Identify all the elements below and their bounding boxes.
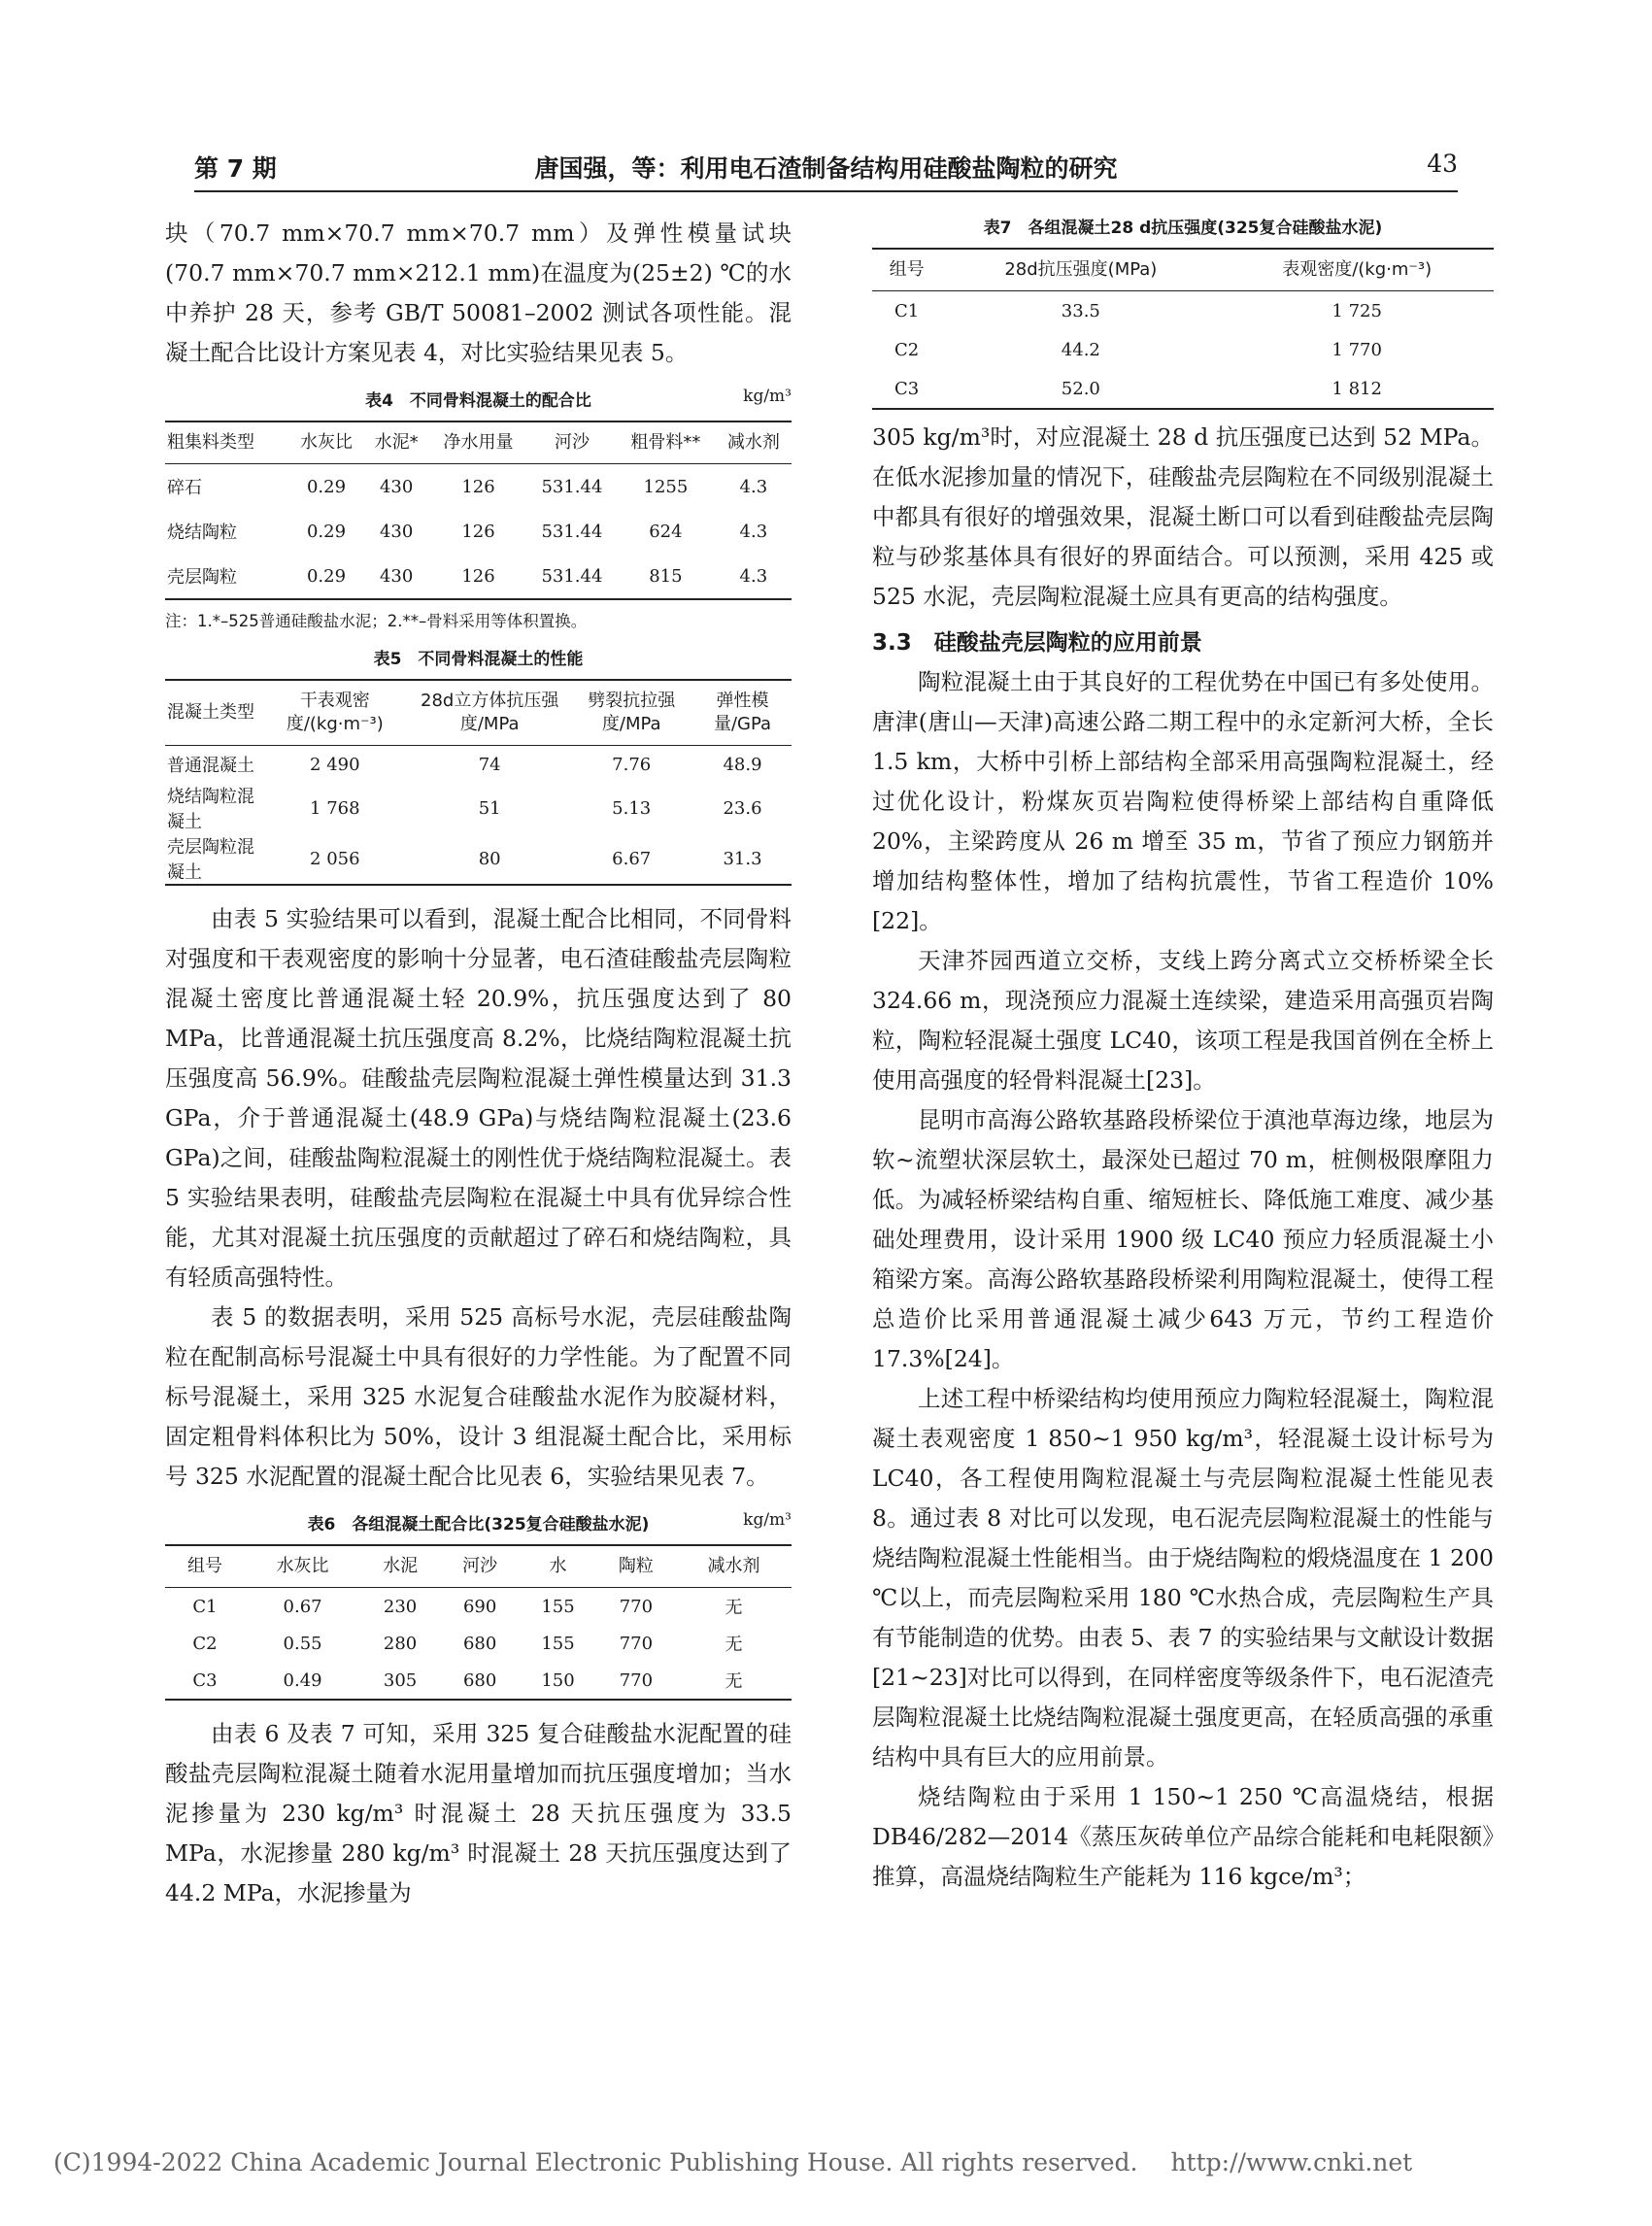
table-cell: 无 bbox=[725, 1671, 743, 1692]
table-header-cell: 组号 bbox=[187, 1556, 223, 1576]
table-cell: 无 bbox=[725, 1598, 743, 1618]
copyright-text: (C)1994-2022 China Academic Journal Electronic Publishing House. All rights reserved. bbox=[53, 2148, 1138, 2176]
table-cell: 680 bbox=[462, 1670, 497, 1691]
table4-caption bbox=[165, 387, 792, 411]
table-cell: 531.44 bbox=[541, 521, 603, 542]
left-column bbox=[165, 214, 792, 1913]
table-cell: 155 bbox=[541, 1596, 575, 1617]
table-row bbox=[872, 291, 1494, 331]
table-cell: 壳层陶粒混凝土 bbox=[167, 837, 254, 883]
table-cell: 48.9 bbox=[723, 754, 762, 775]
table-row bbox=[165, 464, 792, 510]
table-cell: C1 bbox=[894, 300, 920, 321]
table-cell: 4.3 bbox=[739, 476, 768, 497]
table-header-cell: 净水用量 bbox=[443, 432, 514, 453]
table-cell: 5.13 bbox=[612, 797, 652, 819]
table-cell: 无 bbox=[725, 1635, 743, 1655]
table-cell: 2 056 bbox=[310, 848, 360, 869]
paragraph-intro: 块（70.7 mm×70.7 mm×70.7 mm）及弹性模量试块(70.7 mm×70.7 mm×212.1 mm)在温度为(25±2) ℃的水中养护 28 天，参考 GB/T 50081–2002 测试各项性能。混凝土配合比设计方案见表 4，对比实验结果见表 5。 bbox=[165, 219, 792, 366]
table-cell: 305 bbox=[383, 1670, 418, 1691]
table-header-cell: 水泥 bbox=[383, 1556, 419, 1576]
table-cell: 普通混凝土 bbox=[167, 756, 254, 776]
paragraph-tangjin-bridge: 陶粒混凝土由于其良好的工程优势在中国已有多处使用。唐津(唐山—天津)高速公路二期工程中的永定新河大桥，全长 1.5 km，大桥中引桥上部结构全部采用高强陶粒混凝土，经过优化设计，粉煤灰页岩陶粒使得桥梁上部结构自重降低 20%，主梁跨度从 26 m 增至 35 m，节省了预应力钢筋并增加结构整体性，增加了结构抗震性，节省工程造价 10%[22]。 bbox=[872, 668, 1494, 934]
table6-unit: kg/m³ bbox=[743, 1510, 792, 1530]
table-header-cell: 水 bbox=[549, 1556, 567, 1576]
table-row bbox=[165, 1588, 792, 1626]
section-heading: 3.3 硅酸盐壳层陶粒的应用前景 bbox=[872, 630, 1202, 656]
right-column bbox=[872, 214, 1494, 1897]
table-row bbox=[165, 1625, 792, 1662]
table-cell: 1 812 bbox=[1332, 378, 1382, 399]
table-cell: 33.5 bbox=[1061, 300, 1100, 321]
table-cell: 680 bbox=[462, 1633, 497, 1654]
table-cell: 531.44 bbox=[541, 565, 603, 587]
paragraph-kunming-bridge: 昆明市高海公路软基路段桥梁位于滇池草海边缘，地层为软~流塑状深层软土，最深处已超过 70 m，桩侧极限摩阻力低。为减轻桥梁结构自重、缩短桩长、降低施工难度、减少基础处理费用，设计采用 1900 级 LC40 预应力轻质混凝土小箱梁方案。高海公路软基路段桥梁利用陶粒混凝土，使得工程总造价比采用普通混凝土减少643 万元，节约工程造价17.3%[24]。 bbox=[872, 1106, 1494, 1372]
table4-unit: kg/m³ bbox=[743, 387, 792, 406]
table7-title: 表7 各组混凝土28 d抗压强度(325复合硅酸盐水泥) bbox=[983, 219, 1383, 238]
table-cell: C1 bbox=[192, 1596, 218, 1617]
paragraph-table5-analysis: 表 5 的数据表明，采用 525 高标号水泥，壳层硅酸盐陶粒在配制高标号混凝土中具有很好的力学性能。为了配置不同标号混凝土，采用 325 水泥复合硅酸盐水泥作为胶凝材料，固定粗骨料体积比为 50%，设计 3 组混凝土配合比，采用标号 325 水泥配置的混凝土配合比见表 6，实验结果见表 7。 bbox=[165, 1303, 792, 1490]
table-cell: 44.2 bbox=[1061, 339, 1100, 360]
table4 bbox=[165, 421, 792, 600]
table7 bbox=[872, 248, 1494, 410]
table-header-cell: 陶粒 bbox=[618, 1556, 654, 1576]
table-cell: 430 bbox=[379, 476, 414, 497]
table6 bbox=[165, 1544, 792, 1701]
table-cell: 770 bbox=[619, 1596, 654, 1617]
table-header-cell: 混凝土类型 bbox=[167, 702, 254, 723]
table-header-row bbox=[872, 249, 1494, 291]
table-cell: 2 490 bbox=[310, 754, 360, 775]
table-cell: 230 bbox=[383, 1596, 418, 1617]
table-header-cell: 减水剂 bbox=[726, 432, 780, 453]
table-cell: C2 bbox=[894, 339, 920, 360]
table-cell: C2 bbox=[192, 1633, 218, 1654]
table-header-cell: 28d抗压强度(MPa) bbox=[1004, 259, 1158, 280]
table-header-row bbox=[165, 1545, 792, 1588]
table-header-cell: 劈裂抗拉强度/MPa bbox=[588, 691, 676, 734]
table5-caption bbox=[165, 645, 792, 669]
table-row bbox=[165, 833, 792, 885]
table-cell: 1 770 bbox=[1332, 339, 1382, 360]
page-header bbox=[194, 146, 1458, 192]
table-cell: 150 bbox=[541, 1670, 575, 1691]
table-row bbox=[872, 369, 1494, 409]
table-header-cell: 表观密度/(kg·m⁻³) bbox=[1282, 259, 1433, 280]
table-header-cell: 水灰比 bbox=[299, 432, 353, 453]
table-cell: 126 bbox=[461, 565, 495, 587]
table5-title: 表5 不同骨料混凝土的性能 bbox=[373, 650, 584, 669]
paragraph-energy: 烧结陶粒由于采用 1 150~1 250 ℃高温烧结，根据 DB46/282—2014《蒸压灰砖单位产品综合能耗和电耗限额》推算，高温烧结陶粒生产能耗为 116 kgce/m³； bbox=[872, 1783, 1494, 1890]
footer-url-link[interactable]: http://www.cnki.net bbox=[1170, 2148, 1413, 2176]
paragraph-tianjin-bridge: 天津芥园西道立交桥，支线上跨分离式立交桥桥梁全长 324.66 m，现浇预应力混凝土连续梁，建造采用高强页岩陶粒，陶粒轻混凝土强度 LC40，该项工程是我国首例在全桥上使用高强度的轻骨料混凝土[23]。 bbox=[872, 947, 1494, 1094]
table-cell: 31.3 bbox=[723, 848, 762, 869]
table-cell: 126 bbox=[461, 521, 495, 542]
table-cell: 0.29 bbox=[306, 565, 347, 587]
table-header-cell: 弹性模量/GPa bbox=[713, 691, 772, 734]
table-cell: 0.49 bbox=[283, 1670, 322, 1691]
paragraph-result5: 由表 5 实验结果可以看到，混凝土配合比相同，不同骨料对强度和干表观密度的影响十分显著，电石渣硅酸盐壳层陶粒混凝土密度比普通混凝土轻 20.9%，抗压强度达到了 80 MPa，比普通混凝土抗压强度高 8.2%，比烧结陶粒混凝土抗压强度高 56.9%。硅酸盐壳层陶粒混凝土弹性模量达到 31.3 GPa，介于普通混凝土(48.9 GPa)与烧结陶粒混凝土(23.6 GPa)之间，硅酸盐陶粒混凝土的刚性优于烧结陶粒混凝土。表 5 实验结果表明，硅酸盐壳层陶粒在混凝土中具有优异综合性能，尤其对混凝土抗压强度的贡献超过了碎石和烧结陶粒，具有轻质高强特性。 bbox=[165, 905, 792, 1291]
paragraph-continued: 305 kg/m³时，对应混凝土 28 d 抗压强度已达到 52 MPa。在低水泥掺加量的情况下，硅酸盐壳层陶粒在不同级别混凝土中都具有很好的增强效果，混凝土断口可以看到硅酸盐壳层陶粒与砂浆基体具有很好的界面结合。可以预测，采用 425 或 525 水泥，壳层陶粒混凝土应具有更高的结构强度。 bbox=[872, 423, 1494, 610]
paragraph-comparison: 上述工程中桥梁结构均使用预应力陶粒轻混凝土，陶粒混凝土表观密度 1 850~1 950 kg/m³，轻混凝土设计标号为 LC40，各工程使用陶粒混凝土与壳层陶粒混凝土性能见表 8。通过表 8 对比可以发现，电石泥壳层陶粒混凝土的性能与烧结陶粒混凝土性能相当。由于烧结陶粒的煅烧温度在 1 200 ℃以上，而壳层陶粒采用 180 ℃水热合成，壳层陶粒生产具有节能制造的优势。由表 5、表 7 的实验结果与文献设计数据[21~23]对比可以得到，在同样密度等级条件下，电石泥渣壳层陶粒混凝土比烧结陶粒混凝土强度更高，在轻质高强的承重结构中具有巨大的应用前景。 bbox=[872, 1385, 1494, 1771]
table-cell: 0.29 bbox=[306, 521, 347, 542]
table-header-row bbox=[165, 680, 792, 746]
table-cell: 690 bbox=[462, 1596, 497, 1617]
issue-number: 第 7 期 bbox=[194, 154, 277, 183]
table-cell: 0.55 bbox=[283, 1633, 322, 1654]
table-header-cell: 河沙 bbox=[554, 432, 590, 453]
table-cell: 80 bbox=[478, 848, 501, 869]
table-cell: 51 bbox=[478, 797, 501, 819]
table-cell: 23.6 bbox=[723, 797, 762, 819]
table-header-cell: 水泥* bbox=[374, 432, 419, 453]
paragraph-table67: 由表 6 及表 7 可知，采用 325 复合硅酸盐水泥配置的硅酸盐壳层陶粒混凝土随着水泥用量增加而抗压强度增加；当水泥掺量为 230 kg/m³ 时混凝土 28 天抗压强度为 33.5 MPa，水泥掺量 280 kg/m³ 时混凝土 28 天抗压强度达到了 44.2 MPa，水泥掺量为 bbox=[165, 1720, 792, 1906]
table6-title: 表6 各组混凝土配合比(325复合硅酸盐水泥) bbox=[307, 1515, 650, 1535]
table-cell: C3 bbox=[894, 378, 920, 399]
table-cell: 430 bbox=[379, 521, 414, 542]
table-cell: 126 bbox=[461, 476, 495, 497]
table-cell: 壳层陶粒 bbox=[167, 567, 237, 588]
table-cell: 430 bbox=[379, 565, 414, 587]
table-cell: 280 bbox=[383, 1633, 418, 1654]
table-cell: 1 725 bbox=[1332, 300, 1382, 321]
table-cell: C3 bbox=[192, 1670, 218, 1691]
table-cell: 0.67 bbox=[283, 1596, 322, 1617]
table-header-row bbox=[165, 422, 792, 464]
table5 bbox=[165, 679, 792, 886]
table-cell: 624 bbox=[649, 521, 683, 542]
table-header-cell: 河沙 bbox=[462, 1556, 498, 1576]
table-cell: 7.76 bbox=[612, 754, 652, 775]
copyright-footer bbox=[53, 2148, 1412, 2176]
table-cell: 155 bbox=[541, 1633, 575, 1654]
table-cell: 烧结陶粒混凝土 bbox=[167, 787, 254, 832]
table-cell: 0.29 bbox=[306, 476, 347, 497]
table-cell: 6.67 bbox=[612, 848, 652, 869]
table-cell: 烧结陶粒 bbox=[167, 523, 237, 543]
table-cell: 4.3 bbox=[739, 565, 768, 587]
table-cell: 1255 bbox=[643, 476, 689, 497]
table-header-cell: 粗集料类型 bbox=[167, 432, 254, 453]
table7-caption bbox=[872, 214, 1494, 238]
table-cell: 碎石 bbox=[167, 478, 202, 498]
table-row bbox=[165, 1662, 792, 1700]
table-row bbox=[165, 554, 792, 599]
table-cell: 770 bbox=[619, 1670, 654, 1691]
table-header-cell: 减水剂 bbox=[707, 1556, 760, 1576]
running-title: 唐国强，等：利用电石渣制备结构用硅酸盐陶粒的研究 bbox=[534, 154, 1118, 183]
table-cell: 1 768 bbox=[310, 797, 360, 819]
table4-note: 注：1.*–525普通硅酸盐水泥；2.**–骨料采用等体积置换。 bbox=[165, 612, 588, 630]
table-cell: 4.3 bbox=[739, 521, 768, 542]
table4-title: 表4 不同骨料混凝土的配合比 bbox=[365, 391, 591, 411]
table-header-cell: 水灰比 bbox=[276, 1556, 329, 1576]
table-header-cell: 粗骨料** bbox=[630, 432, 701, 453]
table-row bbox=[165, 509, 792, 554]
table-row bbox=[872, 330, 1494, 369]
table-cell: 74 bbox=[478, 754, 501, 775]
page-number: 43 bbox=[1427, 150, 1458, 178]
table-header-cell: 组号 bbox=[889, 259, 925, 280]
table-cell: 52.0 bbox=[1061, 378, 1100, 399]
table-cell: 531.44 bbox=[541, 476, 603, 497]
table-header-cell: 干表观密度/(kg·m⁻³) bbox=[286, 691, 384, 734]
table-row bbox=[165, 783, 792, 833]
table-cell: 770 bbox=[619, 1633, 654, 1654]
table-header-cell: 28d立方体抗压强度/MPa bbox=[421, 691, 559, 734]
table-row bbox=[165, 746, 792, 784]
table6-caption bbox=[165, 1510, 792, 1535]
table-cell: 815 bbox=[649, 565, 683, 587]
